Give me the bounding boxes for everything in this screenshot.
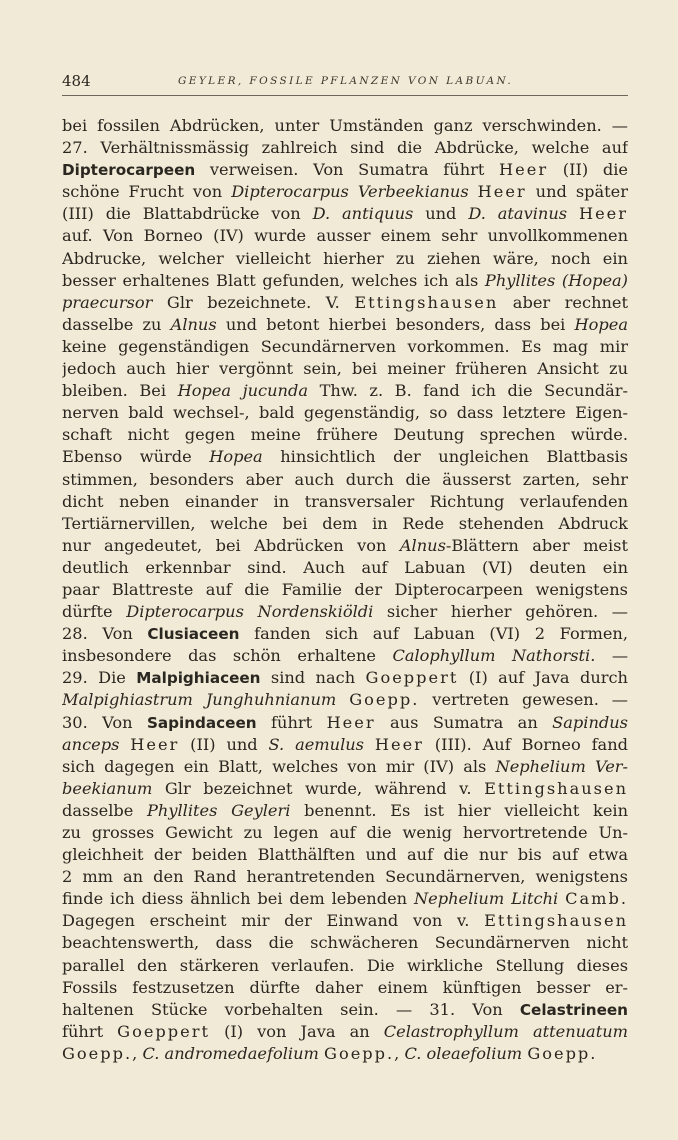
text-run: nur angedeutet, bei Abdrücken von — [62, 535, 400, 555]
text-run: 28. Von — [62, 624, 148, 644]
text-run: sind nach — [260, 668, 366, 688]
taxon-name: Nephelium Ver- — [495, 756, 628, 776]
text-line — [62, 314, 628, 336]
text-run: schaft nicht gegen meine frühere Deutung sprechen würde. — [62, 425, 628, 445]
family-name: Sapindaceen — [146, 713, 257, 732]
text-line — [62, 358, 628, 380]
text-run: 30. Von — [62, 712, 147, 732]
text-line — [62, 734, 628, 756]
text-run: führt — [62, 1021, 118, 1041]
text-run: dürfte — [62, 602, 127, 622]
taxon-name: Nephelium Litchi — [413, 889, 559, 909]
author-name: Heer — [130, 734, 180, 754]
text-line — [62, 579, 628, 601]
text-run: zu grosses Gewicht zu legen auf die wenig hervortretende Un- — [62, 823, 628, 842]
text-run: , — [132, 1043, 143, 1063]
author-name: Heer — [499, 160, 549, 180]
taxon-name: Malpighiastrum Junghuhnianum — [62, 690, 337, 710]
taxon-name: Dipterocarpus Nordenskiöldi — [126, 602, 374, 622]
author-name: Goeppert — [365, 668, 459, 688]
text-run — [567, 204, 579, 223]
text-run: Abdrucke, welcher vielleicht hierher zu ziehen wäre, noch ein — [62, 248, 628, 268]
text-run: insbesondere das schön erhaltene — [62, 646, 393, 666]
text-line — [62, 181, 628, 203]
text-run: keine gegenständigen Secundärnerven vorkommen. Es mag mir — [62, 336, 628, 356]
text-run: Glr bezeichnete. V. — [152, 292, 355, 312]
text-line — [62, 999, 628, 1021]
text-line — [62, 800, 628, 822]
text-line — [62, 955, 628, 977]
text-line — [62, 469, 628, 491]
text-run — [469, 182, 478, 201]
text-run: Fossils festzusetzen dürfte daher einem künftigen besser er- — [62, 977, 628, 997]
text-line — [62, 756, 628, 778]
text-run: gleichheit der beiden Blatthälften und auf die nur bis auf etwa — [62, 845, 628, 865]
text-run: -Blättern aber meist — [445, 535, 628, 555]
text-run: bleiben. Bei — [62, 381, 178, 401]
taxon-name: anceps — [62, 734, 120, 754]
author-name: Ettingshausen — [484, 911, 628, 931]
text-line — [62, 380, 628, 402]
text-run: Ebenso würde — [62, 447, 210, 467]
text-line — [62, 822, 628, 844]
text-line — [62, 159, 628, 181]
text-line — [62, 623, 628, 645]
text-line — [62, 932, 628, 954]
text-run: Thw. z. B. fand ich die Secundär- — [308, 381, 628, 401]
text-line — [62, 778, 628, 800]
author-name: Goepp. — [62, 1043, 133, 1063]
text-run: (I) von Java an — [209, 1021, 384, 1041]
text-run: bei fossilen Abdrücken, unter Umständen ganz verschwinden. — — [62, 116, 628, 135]
author-name: Goepp. — [349, 690, 420, 710]
text-run: parallel den stärkeren verlaufen. Die wirkliche Stellung dieses — [62, 955, 628, 975]
taxon-name: beekianum — [62, 778, 153, 798]
text-run: Dagegen erscheint mir der Einwand von v. — [62, 911, 485, 931]
page-number: 484 — [62, 72, 91, 90]
author-name: Heer — [477, 182, 527, 202]
text-run: beachtenswerth, dass die schwächeren Secundärnerven nicht — [62, 933, 628, 953]
author-name: Goepp. — [527, 1043, 598, 1063]
text-run: und — [413, 204, 469, 224]
text-run: — — [595, 646, 628, 666]
taxon-name: praecursor — [62, 292, 153, 312]
text-run: finde ich diess ähnlich bei dem lebenden — [62, 889, 414, 909]
text-run: sicher hierher gehören. — — [373, 602, 628, 622]
text-run: verweisen. Von Sumatra führt — [195, 160, 500, 180]
author-name: Heer — [578, 204, 628, 224]
text-line — [62, 248, 628, 270]
taxon-name: Dipterocarpus Verbeekianus — [231, 182, 469, 202]
text-line — [62, 601, 628, 623]
text-run: sich dagegen ein Blatt, welches von mir (IV) als — [62, 756, 496, 776]
taxon-name: Phyllites (Hopea) — [484, 270, 628, 290]
text-line — [62, 645, 628, 667]
text-line — [62, 137, 628, 159]
taxon-name: D. atavinus — [468, 204, 568, 224]
text-run: 2 mm an den Rand herantretenden Secundärnerven, wenigstens — [62, 867, 628, 887]
author-name: Ettingshausen — [354, 292, 499, 312]
taxon-name: C. oleaefolium — [404, 1043, 523, 1063]
text-run: fanden sich auf Labuan (VI) 2 Formen, — [239, 624, 628, 644]
text-line — [62, 270, 628, 292]
text-run: Glr bezeichnet wurde, während v. — [152, 778, 485, 798]
text-run: aber rechnet — [498, 292, 628, 312]
taxon-name: Celastrophyllum attenuatum — [383, 1021, 628, 1041]
text-run: (II) die — [548, 160, 628, 180]
text-run: nerven bald wechsel-, bald gegenständig, so dass letztere Eigen- — [62, 403, 628, 423]
family-name: Celastrineen — [519, 1000, 628, 1019]
taxon-name: Alnus — [170, 314, 217, 334]
taxon-name: C. andromedaefolium — [142, 1043, 319, 1063]
text-run: benennt. Es ist hier vielleicht kein — [290, 800, 628, 820]
text-line — [62, 866, 628, 888]
text-line — [62, 910, 628, 932]
text-line — [62, 1043, 628, 1065]
text-run: (II) und — [179, 734, 269, 754]
text-run: , — [394, 1043, 405, 1063]
text-line — [62, 491, 628, 513]
text-line — [62, 888, 628, 910]
author-name: Goepp. — [324, 1043, 395, 1063]
text-run: (III). Auf Borneo fand — [423, 734, 628, 754]
text-run: hinsichtlich der ungleichen Blattbasis — [262, 447, 628, 467]
text-line — [62, 424, 628, 446]
text-line — [62, 844, 628, 866]
text-run: aus Sumatra an — [375, 712, 553, 732]
taxon-name: Phyllites Geyleri — [147, 800, 291, 820]
text-run: haltenen Stücke vorbehalten sein. — 31. Von — [62, 999, 520, 1019]
body-text — [62, 115, 628, 1065]
text-run: dasselbe — [62, 800, 148, 820]
text-line — [62, 336, 628, 358]
text-run: deutlich erkennbar sind. Auch auf Labuan (VI) deuten ein — [62, 557, 628, 577]
text-run: und betont hierbei besonders, dass bei — [216, 314, 575, 334]
text-line — [62, 203, 628, 225]
text-run: vertreten gewesen. — — [419, 690, 628, 710]
text-run: 27. Verhältnissmässig zahlreich sind die Abdrücke, welche auf — [62, 138, 628, 158]
running-title: GEYLER, FOSSILE PFLANZEN VON LABUAN. — [178, 75, 514, 87]
text-run — [364, 735, 375, 754]
taxon-name: Hopea — [574, 314, 628, 334]
text-run: auf. Von Borneo (IV) wurde ausser einem sehr unvollkommenen — [62, 226, 628, 246]
text-run: (I) auf Java durch — [458, 668, 628, 688]
author-name: Ettingshausen — [484, 778, 628, 798]
text-line — [62, 667, 628, 689]
family-name: Malpighiaceen — [136, 669, 261, 688]
taxon-name: Hopea jucunda — [177, 381, 308, 401]
text-run: führt — [256, 712, 327, 732]
text-line — [62, 446, 628, 468]
taxon-name: Calophyllum Nathorsti. — [392, 646, 596, 666]
taxon-name: S. aemulus — [268, 734, 364, 754]
author-name: Heer — [326, 712, 376, 732]
taxon-name: Sapindus — [552, 712, 628, 732]
text-run: 29. Die — [62, 668, 137, 688]
text-line — [62, 513, 628, 535]
text-line — [62, 689, 628, 711]
author-name: Camb. — [565, 889, 628, 909]
text-line — [62, 712, 628, 734]
text-line — [62, 115, 628, 137]
text-run: jedoch auch hier vergönnt sein, bei meiner früheren Ansicht zu — [62, 359, 628, 379]
text-run: schöne Frucht von — [62, 182, 232, 202]
text-run: stimmen, besonders aber auch durch die äusserst zarten, sehr — [62, 469, 628, 489]
text-line — [62, 402, 628, 424]
text-line — [62, 1021, 628, 1043]
text-run: und später — [526, 182, 628, 202]
text-line — [62, 535, 628, 557]
text-run: paar Blattreste auf die Familie der Dipterocarpeen wenigstens — [62, 579, 628, 599]
text-run — [336, 690, 349, 709]
text-run — [119, 735, 130, 754]
taxon-name: D. antiquus — [312, 204, 414, 224]
text-run: besser erhaltenes Blatt gefunden, welches ich als — [62, 270, 485, 290]
text-run: dicht neben einander in transversaler Richtung verlaufenden — [62, 491, 628, 511]
text-line — [62, 557, 628, 579]
text-run: dasselbe zu — [62, 314, 171, 334]
taxon-name: Alnus — [399, 535, 446, 555]
text-run: Tertiärnervillen, welche bei dem in Rede stehenden Abdruck — [62, 513, 628, 533]
taxon-name: Hopea — [209, 447, 263, 467]
header-rule — [62, 95, 628, 96]
author-name: Goeppert — [117, 1021, 210, 1041]
text-line — [62, 292, 628, 314]
family-name: Dipterocarpeen — [62, 161, 196, 180]
text-run: (III) die Blattabdrücke von — [62, 204, 313, 224]
text-line — [62, 977, 628, 999]
text-line — [62, 225, 628, 247]
family-name: Clusiaceen — [147, 625, 240, 644]
author-name: Heer — [374, 734, 424, 754]
